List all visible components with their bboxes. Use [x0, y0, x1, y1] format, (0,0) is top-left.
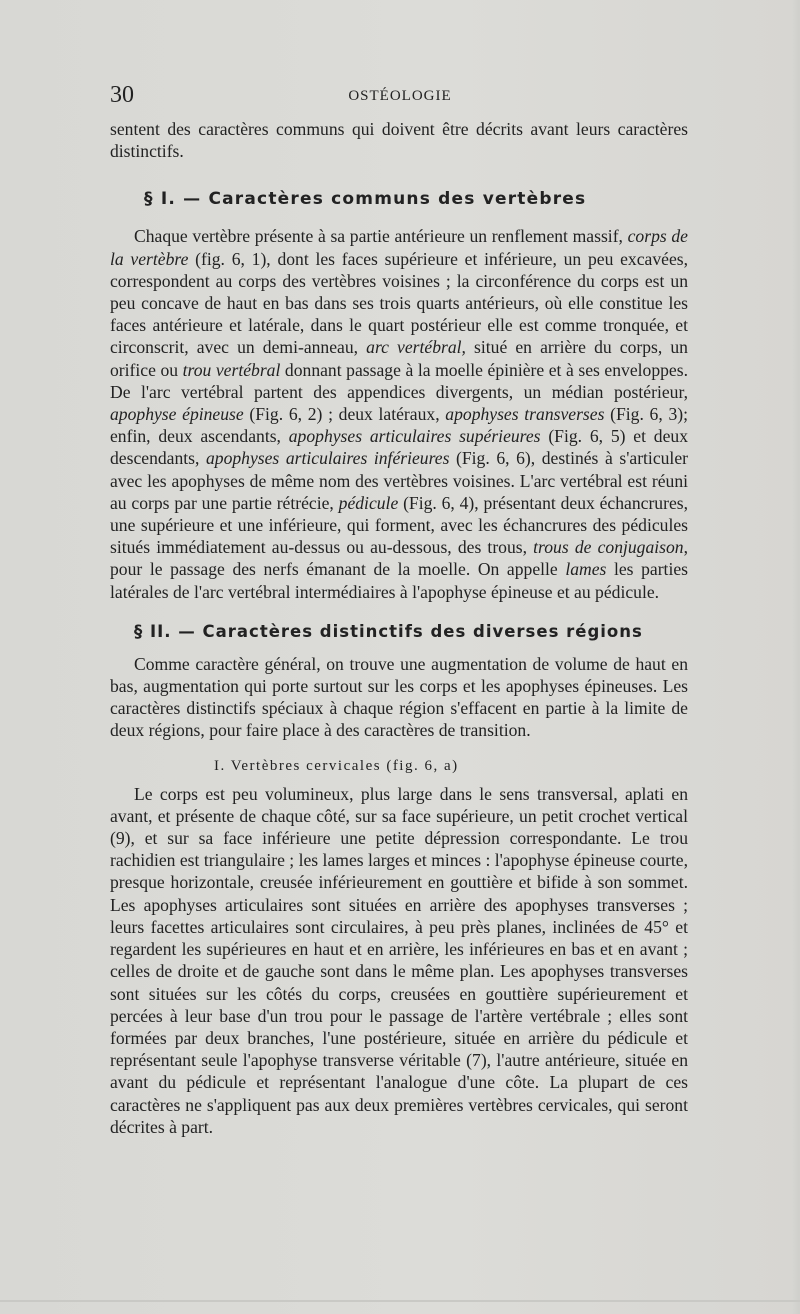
section-1-heading: § I. — Caractères communs des vertèbres — [144, 189, 587, 210]
running-title: OSTÉOLOGIE — [348, 88, 452, 104]
text-run: Chaque vertèbre présente à sa partie antérieure un renflement massif, — [134, 226, 628, 247]
section-1-paragraph — [110, 225, 688, 602]
term-arc-vertebral: arc vertébral, — [366, 337, 466, 358]
intro-paragraph: sentent des caractères communs qui doivent être décrits avant leurs caractères distinctifs. — [110, 119, 688, 162]
term-trou-vertebral: trou vertébral — [182, 359, 281, 380]
page-number: 30 — [110, 82, 134, 108]
scan-edge — [792, 0, 800, 1314]
text-run: situé en arrière du corps, un orifice ou — [110, 337, 688, 380]
term-apophyses-articulaires-superieures: apophyses articulaires supérieures — [288, 426, 541, 447]
text-run: (Fig. 6, 4), présentant deux échancrures, une supérieure et une inférieure, qui forment, avec les échancrures des pédicules situés immédiatement au-dessus ou au-dessous, des trous, — [110, 492, 689, 558]
text-run: (Fig. 6, 3); enfin, deux ascendants, — [110, 404, 688, 447]
term-lames: lames — [565, 559, 607, 580]
text-run: (Fig. 6, 2) ; deux latéraux, — [243, 404, 446, 425]
page-body — [110, 118, 688, 1138]
section-2-heading: § II. — Caractères distinctifs des diverses régions — [134, 621, 643, 641]
term-trous-de-conjugaison: trous de conjugaison — [533, 537, 684, 558]
text-run: les parties latérales de l'arc vertébral intermédiaires à l'apophyse épineuse et au pédicule. — [110, 559, 688, 602]
subsection-1-heading: I. Vertèbres cervicales (fig. 6, a) — [214, 757, 459, 774]
term-corps: corps de la vertèbre — [110, 226, 688, 269]
text-run: (Fig. 6, 5) et deux descendants, — [110, 426, 688, 469]
text-run: (Fig. 6, 6), destinés à s'articuler avec les apophyses de même nom des vertèbres voisines. L'arc vertébral est réuni au corps par une partie rétrécie, — [110, 448, 688, 513]
term-apophyses-articulaires-inferieures: apophyses articulaires inférieures — [205, 448, 450, 469]
page-bottom-edge — [0, 1300, 800, 1302]
page-header — [110, 82, 690, 112]
text-run: , pour le passage des nerfs émanant de la moelle. On appelle — [110, 537, 689, 580]
subsection-1-paragraph: Le corps est peu volumineux, plus large dans le sens transversal, aplati en avant, et présente de chaque côté, sur sa face supérieure, un petit crochet vertical (9), et sur sa face inférieure une petite dépression correspondante. Le trou rachidien est triangulaire ; les lames larges et minces : l'apophyse épineuse courte, presque horizontale, creusée inférieurement en gouttière et bifide à son sommet. Les apophyses articulaires sont situées en arrière des apophyses transverses ; leurs facettes articulaires sont circulaires, à peu près planes, inclinées de 45° et regardent les supérieures en haut et en arrière, les inférieures en bas et en avant ; celles de droite et de gauche sont dans le même plan. Les apophyses transverses sont situées sur les côtés du corps, creusées en gouttière supérieurement et percées à leur base d'un trou pour le passage de l'artère vertébrale ; elles sont formées par deux branches, l'une postérieure, située en arrière du pédicule et représentant seule l'apophyse transverse véritable (7), l'autre antérieure, située en avant du pédicule et représentant l'analogue d'une côte. La plupart de ces caractères ne s'appliquent pas aux deux premières vertèbres cervicales, qui seront décrites à part. — [110, 783, 688, 1137]
term-pedicule: pédicule — [338, 492, 399, 513]
text-run: (fig. 6, 1), dont les faces supérieure et inférieure, un peu excavées, correspondent au corps des vertèbres voisines ; la circonférence du corps est un peu concave de haut en bas dans ses trois quarts antérieurs, où elle constitue les faces antérieure et latérale, dans le quart postérieur elle est comme tronquée, et circonscrit, avec un demi-anneau, — [110, 248, 689, 358]
term-apophyse-epineuse: apophyse épineuse — [110, 404, 244, 425]
section-2-paragraph: Comme caractère général, on trouve une augmentation de volume de haut en bas, augmentation qui porte surtout sur les corps et les apophyses épineuses. Les caractères distinctifs spéciaux à chaque région s'effacent en partie à la limite de deux régions, pour faire place à des caractères de transition. — [110, 653, 688, 741]
term-apophyses-transverses: apophyses transverses — [445, 404, 605, 425]
text-run: donnant passage à la moelle épinière et à ses enveloppes. De l'arc vertébral partent des appendices divergents, un médian postérieur, — [110, 359, 688, 402]
